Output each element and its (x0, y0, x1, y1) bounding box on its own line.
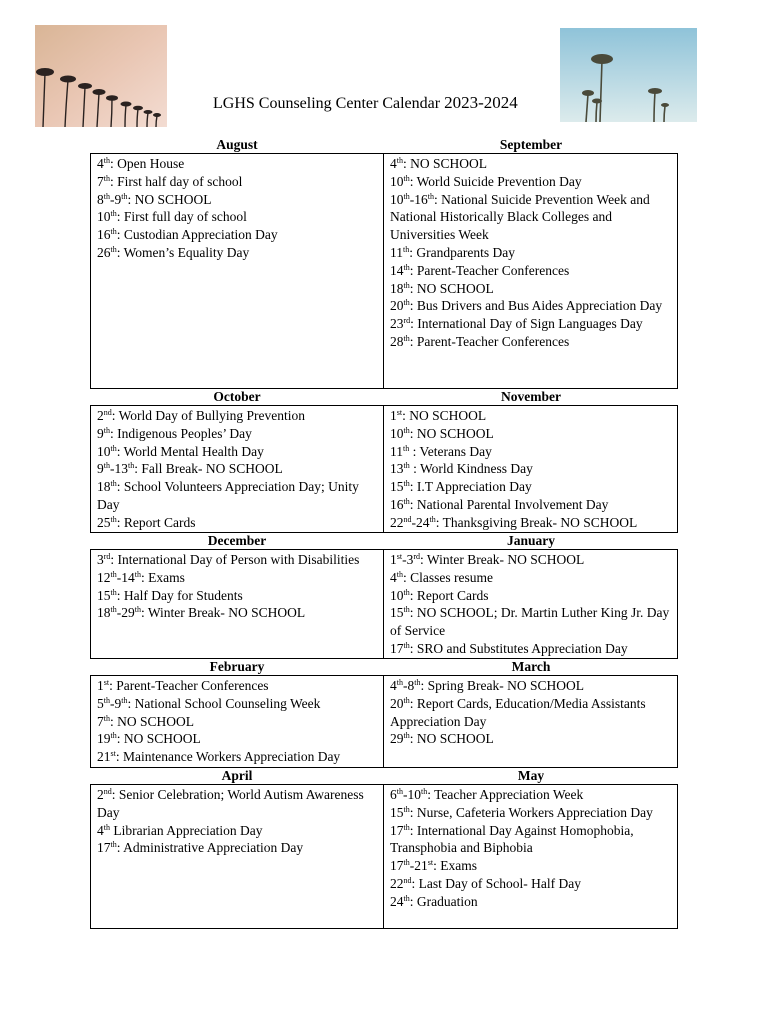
event-item (390, 407, 673, 425)
event-date: 18 (97, 605, 111, 621)
event-description: : Senior Celebration; World Autism Awareness Day (97, 787, 364, 820)
event-date: 2 (97, 408, 104, 423)
event-date: -29 (116, 605, 135, 621)
event-date: -8 (402, 678, 415, 693)
event-date: 4 (390, 569, 397, 585)
event-description: : Graduation (409, 893, 478, 909)
event-item (390, 893, 673, 911)
event-date: 4 (97, 822, 104, 838)
month-header-december: December (207, 533, 267, 548)
event-item (97, 748, 379, 766)
month-row (90, 784, 678, 929)
event-item (390, 496, 673, 514)
event-date: 20 (390, 298, 404, 314)
month-row (90, 153, 678, 389)
month-cell-may (384, 785, 677, 928)
event-item (390, 695, 673, 731)
event-description: : Spring Break- NO SCHOOL (420, 678, 584, 693)
event-item (97, 551, 379, 569)
event-item (390, 460, 673, 478)
event-description: : Open House (109, 156, 185, 171)
event-item (390, 822, 673, 858)
event-description: : International Day of Sign Languages Day (410, 316, 643, 332)
event-date-suffix: th (403, 605, 410, 615)
event-date: 26 (97, 244, 111, 260)
month-cell-august (91, 154, 384, 388)
event-item (97, 604, 379, 622)
event-date: 17 (97, 840, 111, 856)
event-description: : National School Counseling Week (127, 695, 321, 711)
event-description: : World Kindness Day (409, 461, 533, 477)
event-date-suffix: th (110, 587, 117, 597)
event-date-suffix: th (110, 479, 117, 489)
event-item (390, 730, 673, 748)
month-header-row (90, 389, 678, 405)
event-item (390, 155, 673, 173)
event-description: : Bus Drivers and Bus Aides Appreciation Day (409, 298, 663, 314)
month-row (90, 405, 678, 533)
event-item (390, 569, 673, 587)
event-item (390, 173, 673, 191)
event-item (97, 569, 379, 587)
event-date: 18 (97, 479, 111, 495)
event-date-suffix: th (403, 298, 410, 308)
event-description: : Administrative Appreciation Day (116, 840, 304, 856)
event-item (97, 677, 379, 695)
event-date-suffix: th (396, 156, 403, 165)
event-description: : Report Cards (116, 514, 196, 530)
event-date: 9 (97, 461, 104, 477)
event-date: 13 (390, 461, 404, 477)
event-date-suffix: th (110, 605, 117, 615)
event-date-suffix: th (403, 822, 410, 832)
event-item (390, 640, 673, 658)
event-description: : National Parental Involvement Day (409, 496, 609, 512)
event-item (390, 425, 673, 443)
event-date: 11 (390, 443, 403, 459)
event-description: : Exams (433, 858, 477, 874)
event-date: 14 (390, 262, 404, 278)
event-description: : NO SCHOOL (116, 731, 201, 747)
event-description: : Veterans Day (409, 443, 492, 459)
event-item (97, 839, 379, 857)
event-item (390, 478, 673, 496)
event-date: 19 (97, 731, 111, 747)
event-date-suffix: th (403, 425, 410, 435)
event-description: : I.T Appreciation Day (409, 479, 532, 495)
event-date: 1 (97, 678, 104, 693)
event-date-suffix: th (403, 858, 410, 868)
month-header-april: April (221, 768, 253, 783)
event-date: 29 (390, 731, 404, 747)
event-description: : NO SCHOOL (109, 713, 194, 729)
event-date-suffix: th (121, 695, 128, 705)
event-date: 10 (97, 209, 111, 225)
event-date: 25 (97, 514, 111, 530)
event-date: -9 (109, 191, 122, 207)
event-date: 5 (97, 695, 104, 711)
event-description: : Women’s Equality Day (116, 244, 250, 260)
event-description: : NO SCHOOL (127, 191, 212, 207)
event-item (390, 315, 673, 333)
event-description: : Custodian Appreciation Day (116, 227, 278, 243)
event-item (97, 226, 379, 244)
event-item (97, 514, 379, 532)
event-date-suffix: st (103, 678, 110, 687)
event-item (390, 804, 673, 822)
event-date-suffix: nd (103, 408, 112, 417)
event-item (97, 191, 379, 209)
event-date: 16 (97, 227, 111, 243)
event-date: 18 (390, 280, 404, 296)
event-item (97, 443, 379, 461)
event-date-suffix: th (110, 514, 117, 524)
month-cell-october (91, 406, 384, 532)
event-description: : Teacher Appreciation Week (427, 787, 584, 802)
month-cell-january (384, 550, 677, 658)
event-description: : Grandparents Day (409, 244, 515, 260)
event-date: 15 (390, 804, 404, 820)
event-item (390, 514, 673, 532)
event-date: 16 (390, 496, 404, 512)
event-date-suffix: rd (103, 552, 111, 561)
event-date-suffix: th (403, 333, 410, 343)
event-description: : First half day of school (109, 173, 243, 189)
event-description: : SRO and Substitutes Appreciation Day (409, 640, 628, 656)
month-cell-april (91, 785, 384, 928)
event-date: 11 (390, 244, 403, 260)
event-item (390, 551, 673, 569)
event-description: : International Day Against Homophobia, Transphobia and Biphobia (390, 822, 634, 856)
month-header-may: May (517, 768, 545, 783)
event-date-suffix: th (103, 461, 110, 471)
event-item (390, 262, 673, 280)
calendar-table (90, 137, 678, 929)
event-date-suffix: th (403, 244, 410, 254)
month-cell-march (384, 676, 677, 767)
event-item (97, 407, 379, 425)
event-description: : Parent-Teacher Conferences (409, 333, 570, 349)
event-date-suffix: th (103, 156, 110, 165)
event-date: -21 (409, 858, 428, 874)
event-date-suffix: th (103, 425, 110, 435)
event-date-suffix: st (427, 858, 434, 868)
event-date: 7 (97, 713, 104, 729)
month-header-august: August (216, 137, 258, 152)
event-date-suffix: th (110, 244, 117, 254)
event-date: 20 (390, 695, 404, 711)
event-date: 6 (390, 787, 397, 802)
event-description: : NO SCHOOL (402, 156, 487, 171)
month-row (90, 675, 678, 768)
event-date-suffix: th (396, 787, 403, 796)
title-year: 2023-2024 (444, 93, 518, 112)
event-item (97, 786, 379, 822)
event-date-suffix: th (103, 695, 110, 705)
month-header-february: February (209, 659, 265, 674)
event-item (390, 604, 673, 640)
event-date: 15 (390, 605, 404, 621)
event-description: : World Suicide Prevention Day (409, 173, 582, 189)
event-item (390, 677, 673, 695)
event-item (390, 244, 673, 262)
event-item (390, 786, 673, 804)
event-description: : NO SCHOOL (409, 731, 494, 747)
event-description: : NO SCHOOL (409, 280, 494, 296)
month-row (90, 549, 678, 659)
event-item (97, 460, 379, 478)
event-date-suffix: nd (103, 787, 112, 796)
event-description: : Exams (140, 569, 185, 585)
event-description: : NO SCHOOL (409, 425, 494, 441)
event-date: -13 (109, 461, 128, 477)
event-date: 4 (97, 156, 104, 171)
event-description: : Half Day for Students (116, 587, 243, 603)
event-date-suffix: th (403, 479, 410, 489)
event-date-suffix: th (110, 840, 117, 850)
event-item (97, 425, 379, 443)
event-date-suffix: th (403, 893, 410, 903)
event-description: : Winter Break- NO SCHOOL (420, 552, 585, 567)
event-date: 3 (97, 552, 104, 567)
event-date: 10 (390, 173, 404, 189)
event-date-suffix: th (103, 173, 110, 183)
event-item (390, 875, 673, 893)
event-date-suffix: th (103, 822, 110, 832)
event-date: 21 (97, 749, 111, 765)
event-date-suffix: rd (403, 316, 411, 326)
event-date-suffix: rd (413, 552, 421, 561)
event-item (390, 191, 673, 244)
event-date-suffix: st (110, 749, 116, 759)
event-date: 7 (97, 173, 104, 189)
event-description: : Parent-Teacher Conferences (109, 678, 269, 693)
event-date: 1 (390, 552, 397, 567)
event-date: 2 (97, 787, 104, 802)
event-description: : Maintenance Workers Appreciation Day (115, 749, 341, 765)
event-date-suffix: st (396, 552, 403, 561)
event-item (97, 730, 379, 748)
event-description: : NO SCHOOL; Dr. Martin Luther King Jr. Day of Service (390, 605, 670, 639)
event-date: 4 (390, 678, 397, 693)
event-item (390, 280, 673, 298)
event-date-suffix: th (427, 191, 434, 201)
month-cell-february (91, 676, 384, 767)
event-description: Librarian Appreciation Day (109, 822, 263, 838)
event-date: 15 (97, 587, 111, 603)
event-date-suffix: st (396, 408, 403, 417)
event-item (390, 857, 673, 875)
palm-trees-blue-sky-photo (560, 28, 697, 122)
event-item (97, 695, 379, 713)
event-date: 22 (390, 514, 404, 530)
month-header-march: March (511, 659, 551, 674)
event-description: : Report Cards (409, 587, 489, 603)
event-date-suffix: th (396, 678, 403, 687)
event-date: 28 (390, 333, 404, 349)
month-header-row (90, 137, 678, 153)
event-date-suffix: th (403, 443, 410, 453)
event-date: 12 (97, 569, 111, 585)
event-date: 23 (390, 316, 404, 332)
event-description: : Indigenous Peoples’ Day (109, 425, 252, 441)
event-date-suffix: th (121, 191, 128, 201)
event-item (97, 208, 379, 226)
event-date-suffix: nd (403, 514, 412, 524)
event-date: 10 (97, 443, 111, 459)
event-date: -16 (409, 191, 428, 207)
event-description: : Report Cards, Education/Media Assistants Appreciation Day (390, 695, 646, 729)
event-date-suffix: th (414, 678, 421, 687)
event-date: 10 (390, 191, 404, 207)
event-item (97, 587, 379, 605)
event-item (390, 587, 673, 605)
event-item (97, 822, 379, 840)
event-date: 10 (390, 587, 404, 603)
event-description: : World Day of Bullying Prevention (111, 408, 306, 423)
event-date-suffix: th (403, 695, 410, 705)
palm-trees-sunset-photo (35, 25, 167, 127)
event-item (390, 297, 673, 315)
month-cell-november (384, 406, 677, 532)
event-description: : World Mental Health Day (116, 443, 264, 459)
event-date-suffix: th (403, 804, 410, 814)
event-item (97, 155, 379, 173)
event-date: 10 (390, 425, 404, 441)
event-description: : National Suicide Prevention Week and National Historically Black Colleges and Universities Week (390, 191, 650, 243)
event-date-suffix: th (403, 280, 410, 290)
event-date-suffix: th (134, 605, 141, 615)
month-header-row (90, 768, 678, 784)
event-date: 17 (390, 858, 404, 874)
event-date-suffix: th (403, 587, 410, 597)
event-description: : School Volunteers Appreciation Day; Unity Day (97, 479, 359, 512)
event-date-suffix: nd (403, 875, 412, 885)
event-date-suffix: th (127, 461, 135, 471)
event-date: 17 (390, 640, 404, 656)
event-date-suffix: th (110, 569, 117, 579)
event-date-suffix: th (110, 443, 117, 453)
event-date: -9 (109, 695, 122, 711)
event-date-suffix: th (403, 731, 410, 741)
event-date: -10 (402, 787, 421, 802)
event-date: 1 (390, 408, 397, 423)
event-date-suffix: th (403, 461, 410, 471)
event-description: : NO SCHOOL (402, 408, 487, 423)
event-description: : Fall Break- NO SCHOOL (134, 461, 283, 477)
event-item (97, 173, 379, 191)
event-date-suffix: th (110, 227, 117, 237)
month-header-row (90, 533, 678, 549)
month-header-october: October (213, 389, 261, 404)
event-date-suffix: th (403, 496, 410, 506)
event-date: 8 (97, 191, 104, 207)
event-date: 17 (390, 822, 404, 838)
event-description: : Classes resume (402, 569, 493, 585)
event-date-suffix: th (403, 640, 410, 650)
event-date-suffix: th (110, 209, 117, 219)
month-header-row (90, 659, 678, 675)
event-date-suffix: th (134, 569, 141, 579)
event-date-suffix: th (403, 173, 410, 183)
month-cell-december (91, 550, 384, 658)
event-date: 22 (390, 875, 404, 891)
event-item (390, 443, 673, 461)
event-date-suffix: th (420, 787, 428, 796)
event-date-suffix: th (429, 514, 436, 524)
event-date-suffix: th (403, 262, 410, 272)
page-title (213, 93, 518, 113)
event-date: 24 (390, 893, 404, 909)
event-description: : Thanksgiving Break- NO SCHOOL (435, 514, 638, 530)
event-date: 4 (390, 156, 397, 171)
event-item (97, 244, 379, 262)
event-date: 15 (390, 479, 404, 495)
event-description: : International Day of Person with Disabilities (110, 552, 360, 567)
month-header-september: September (499, 137, 563, 152)
month-header-november: November (501, 389, 561, 404)
event-date-suffix: th (110, 731, 117, 741)
month-header-january: January (506, 533, 555, 548)
event-item (390, 333, 673, 351)
event-description: : Last Day of School- Half Day (411, 875, 581, 891)
event-date-suffix: th (403, 191, 410, 201)
event-date-suffix: th (103, 191, 110, 201)
event-date-suffix: th (103, 713, 110, 723)
event-date: 9 (97, 425, 104, 441)
title-text: LGHS Counseling Center Calendar (213, 95, 445, 112)
month-cell-september (384, 154, 677, 388)
event-item (97, 713, 379, 731)
event-date: -14 (116, 569, 135, 585)
event-description: : First full day of school (116, 209, 247, 225)
event-description: : Winter Break- NO SCHOOL (140, 605, 306, 621)
event-description: : Parent-Teacher Conferences (409, 262, 570, 278)
event-item (97, 478, 379, 514)
event-date: -24 (411, 514, 430, 530)
event-description: : Nurse, Cafeteria Workers Appreciation Day (409, 804, 653, 820)
event-date-suffix: th (396, 569, 403, 579)
event-date: -3 (402, 552, 414, 567)
